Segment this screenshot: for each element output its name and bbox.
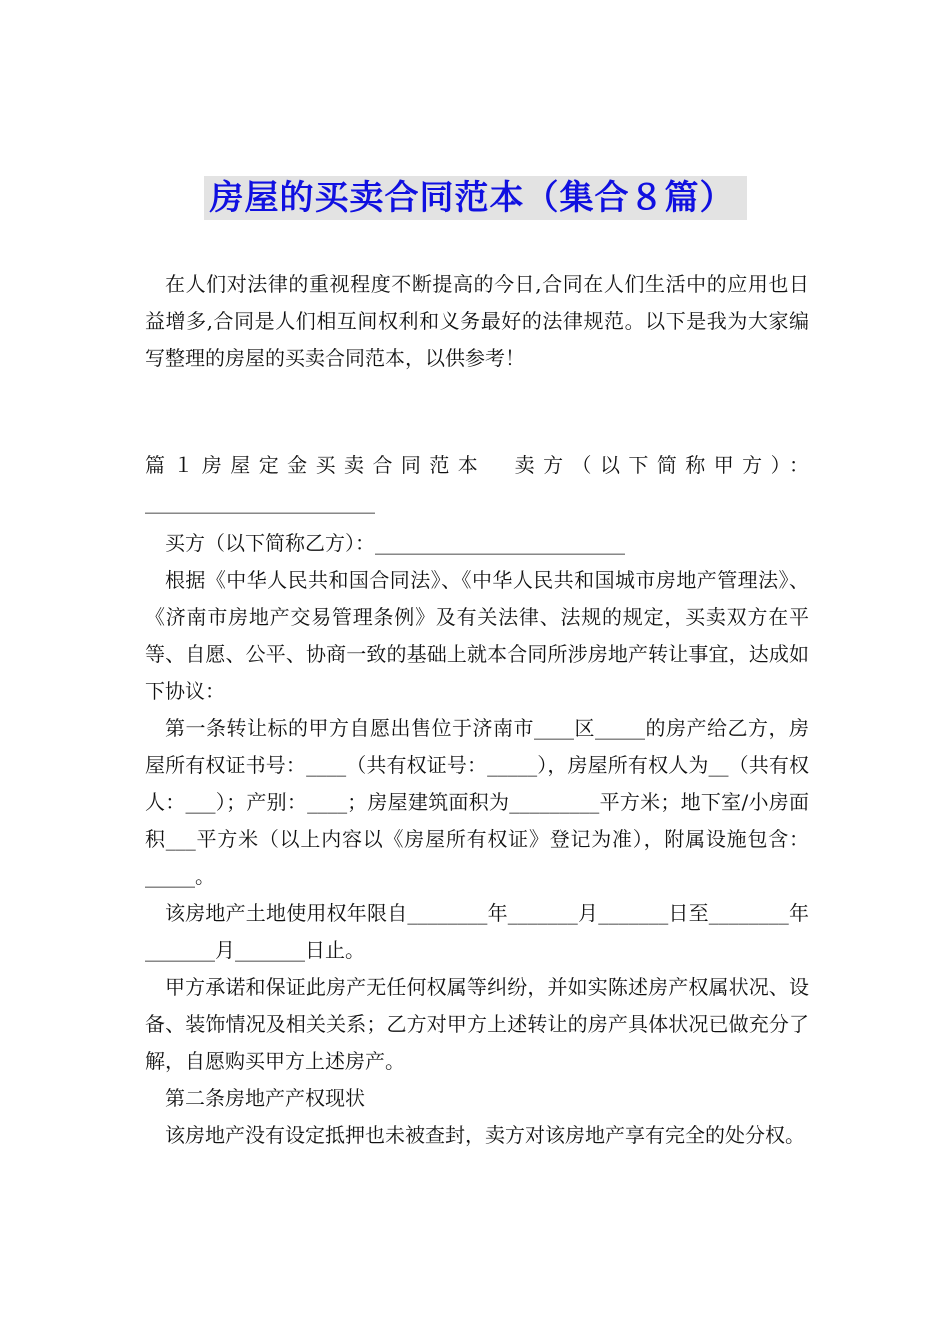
spacer <box>145 377 809 447</box>
land-term-paragraph: 该房地产土地使用权年限自________年_______月_______日至________年_______月_______日止。 <box>145 901 809 962</box>
document-body <box>145 266 809 1154</box>
section-heading: 篇１房屋定金买卖合同范本 卖方（以下简称甲方）：_______________________ <box>145 453 809 514</box>
legal-basis-paragraph: 根据《中华人民共和国合同法》、《中华人民共和国城市房地产管理法》、《济南市房地产交易管理条例》及有关法律、法规的规定，买卖双方在平等、自愿、公平、协商一致的基础上就本合同所涉房地产转让事宜，达成如下协议： <box>145 568 809 703</box>
article-1-paragraph: 第一条转让标的甲方自愿出售位于济南市____区_____的房产给乙方，房屋所有权证书号：____（共有权证号：_____），房屋所有权人为__（共有权人：___）；产别：____；房屋建筑面积为_________平方米；地下室/小房面积___平方米（以上内容以《房屋所有权证》登记为准），附属设施包含：_____。 <box>145 716 809 888</box>
title-container <box>0 176 950 220</box>
buyer-line: 买方（以下简称乙方）：_________________________ <box>165 531 625 555</box>
article-2-heading: 第二条房地产产权现状 <box>165 1086 365 1110</box>
article-2-paragraph: 该房地产没有设定抵押也未被查封，卖方对该房地产享有完全的处分权。 <box>165 1123 805 1147</box>
intro-paragraph: 在人们对法律的重视程度不断提高的今日,合同在人们生活中的应用也日益增多,合同是人们相互间权利和义务最好的法律规范。以下是我为大家编写整理的房屋的买卖合同范本，以供参考！ <box>145 272 809 370</box>
document-title: 房屋的买卖合同范本（集合８篇） <box>204 176 747 220</box>
promise-paragraph: 甲方承诺和保证此房产无任何权属等纠纷，并如实陈述房产权属状况、设备、装饰情况及相关关系；乙方对甲方上述转让的房产具体状况已做充分了解，自愿购买甲方上述房产。 <box>145 975 809 1073</box>
